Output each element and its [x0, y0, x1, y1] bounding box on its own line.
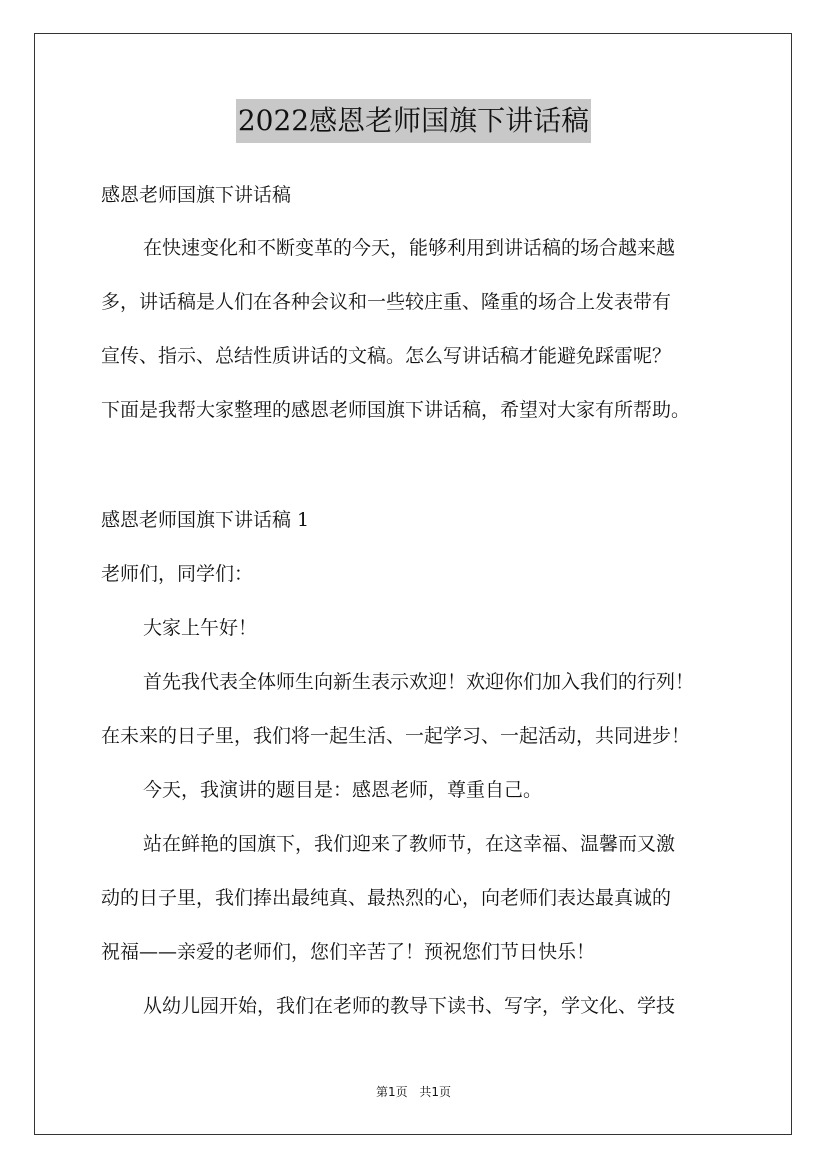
- paragraph-line: 大家上午好！: [143, 617, 258, 639]
- paragraph-line: 在未来的日子里，我们将一起生活、一起学习、一起活动，共同进步！: [101, 725, 691, 747]
- page-footer: [0, 1083, 827, 1100]
- page-number: 第1页: [375, 1085, 408, 1099]
- paragraph-line: 动的日子里，我们捧出最纯真、最热烈的心，向老师们表达最真诚的: [101, 887, 672, 909]
- document-title: 2022感恩老师国旗下讲话稿: [236, 99, 591, 143]
- paragraph-line: 站在鲜艳的国旗下，我们迎来了教师节，在这幸福、温馨而又激: [143, 833, 676, 855]
- page-total: 共1页: [419, 1085, 452, 1099]
- salutation-line: 老师们，同学们：: [101, 563, 254, 585]
- paragraph-line: 今天，我演讲的题目是：感恩老师，尊重自己。: [143, 779, 543, 801]
- paragraph-line: 宣传、指示、总结性质讲话的文稿。怎么写讲话稿才能避免踩雷呢？: [101, 345, 672, 367]
- section-heading: 感恩老师国旗下讲话稿 1: [101, 509, 310, 531]
- paragraph-line: 在快速变化和不断变革的今天，能够利用到讲话稿的场合越来越: [143, 237, 676, 259]
- paragraph-line: 首先我代表全体师生向新生表示欢迎！欢迎你们加入我们的行列！: [143, 671, 695, 693]
- paragraph-line: 下面是我帮大家整理的感恩老师国旗下讲话稿，希望对大家有所帮助。: [101, 399, 691, 421]
- subtitle-line: 感恩老师国旗下讲话稿: [101, 184, 292, 206]
- paragraph-line: 从幼儿园开始，我们在老师的教导下读书、写字，学文化、学技: [143, 995, 676, 1017]
- paragraph-line: 祝福——亲爱的老师们，您们辛苦了！预祝您们节日快乐！: [101, 941, 596, 963]
- title-wrapper: [0, 99, 827, 143]
- paragraph-line: 多，讲话稿是人们在各种会议和一些较庄重、隆重的场合上发表带有: [101, 291, 672, 313]
